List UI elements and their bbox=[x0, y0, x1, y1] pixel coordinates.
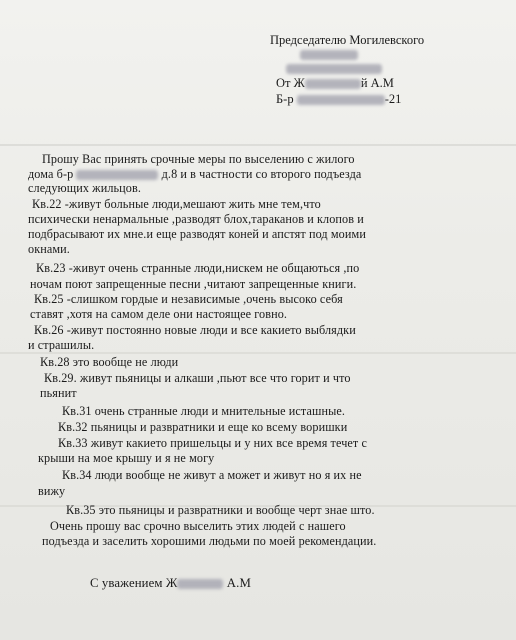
body-line: подъезда и заселить хорошими людьми по моей рекомендации. bbox=[42, 534, 377, 548]
body-line: Кв.26 -живут постоянно новые люди и все какието выблядки bbox=[34, 323, 356, 337]
body-line: следующих жильцов. bbox=[28, 181, 141, 195]
body-line: вижу bbox=[38, 484, 66, 498]
redacted-line bbox=[286, 61, 382, 75]
body-line: Кв.29. живут пьяницы и алкаши ,пьют все что горит и что bbox=[44, 371, 351, 385]
body-line: Кв.23 -живут очень странные люди,нискем не общаються ,по bbox=[36, 261, 360, 275]
body-line: пьянит bbox=[40, 386, 77, 400]
body-line: Кв.35 это пьяницы и развратники и вообще черт знае што. bbox=[66, 503, 375, 517]
redaction bbox=[300, 50, 358, 60]
body-line: Кв.34 люди вообще не живут а может и живут но я их не bbox=[62, 468, 362, 482]
sender-line: От Ж й А.М bbox=[276, 76, 394, 90]
redaction bbox=[177, 579, 223, 589]
body-line: психически ненармальные ,разводят блох,тараканов и клопов и bbox=[28, 212, 364, 226]
body-line: и страшилы. bbox=[28, 338, 95, 352]
body-line: ставят ,хотя на самом деле они настоящее говно. bbox=[30, 307, 288, 321]
body-line: Кв.31 очень странные люди и мнительные исташные. bbox=[62, 404, 346, 418]
addressee-line: Председателю Могилевского bbox=[270, 33, 425, 47]
body-line: Очень прошу вас срочно выселить этих людей с нашего bbox=[50, 519, 346, 533]
body-line: окнами. bbox=[28, 242, 70, 256]
body-line: дома б-р д.8 и в частности со второго подъезда bbox=[28, 167, 362, 181]
body-line: Кв.22 -живут больные люди,мешают жить мне тем,что bbox=[32, 197, 321, 211]
sender-address-line: Б-р -21 bbox=[276, 92, 402, 106]
fold-line bbox=[0, 144, 516, 146]
redaction bbox=[286, 64, 382, 74]
body-line: подбрасывают их мне.и еще разводят коней и апстят под моими bbox=[28, 227, 366, 241]
body-line: Кв.25 -слишком гордые и независимые ,очень высоко себя bbox=[34, 292, 343, 306]
fold-line bbox=[0, 352, 516, 354]
body-line: Прошу Вас принять срочные меры по выселению с жилого bbox=[42, 152, 355, 166]
redaction bbox=[297, 95, 385, 105]
signature-line: С уважением Ж А.М bbox=[90, 576, 251, 590]
body-line: крыши на мое крышу и я не могу bbox=[38, 451, 215, 465]
redacted-line bbox=[300, 47, 358, 61]
body-line: ночам поют запрещенные песни ,читают запрещенные книги. bbox=[30, 277, 357, 291]
redaction bbox=[305, 79, 361, 89]
body-line: Кв.32 пьяницы и развратники и еще ко всему воришки bbox=[58, 420, 348, 434]
redaction bbox=[76, 170, 158, 180]
body-line: Кв.33 живут какието пришельцы и у них все время течет с bbox=[58, 436, 368, 450]
body-line: Кв.28 это вообще не люди bbox=[40, 355, 179, 369]
